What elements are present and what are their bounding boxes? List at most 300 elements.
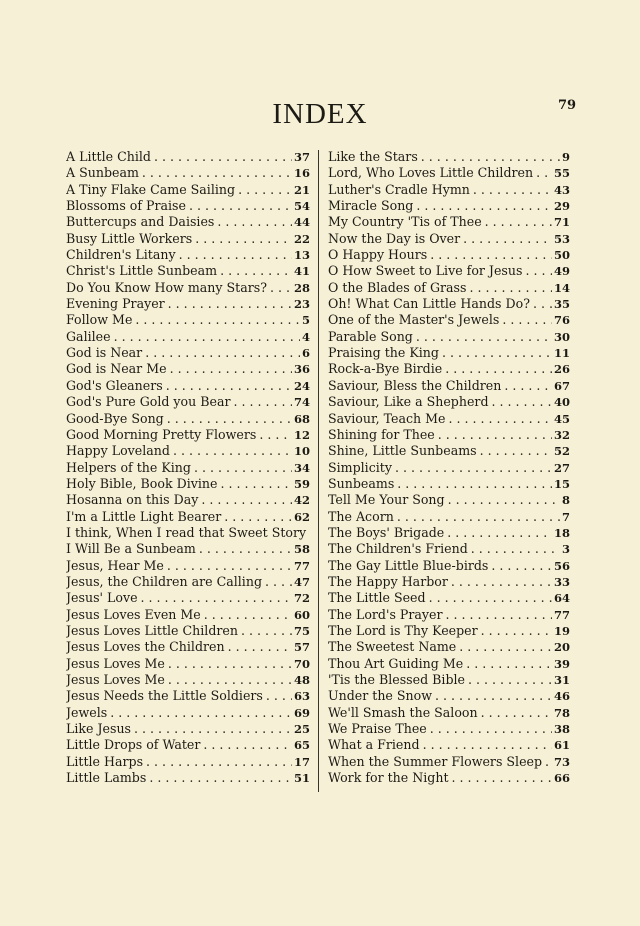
dot-leader (522, 263, 552, 279)
dot-leader (225, 639, 292, 655)
dot-leader (132, 312, 300, 328)
dot-leader (446, 411, 552, 427)
dot-leader (432, 688, 552, 704)
index-entry-title: The Boys' Brigade (328, 524, 445, 540)
index-entry-page: 47 (293, 574, 310, 589)
dot-leader (477, 443, 552, 459)
dot-leader (165, 672, 292, 688)
index-entry (66, 231, 310, 247)
index-entry-page: 21 (293, 182, 310, 197)
dot-leader (488, 558, 552, 574)
index-right-column (328, 149, 570, 786)
index-entry-page: 14 (553, 280, 570, 295)
index-entry-title: Jesus Loves Little Children (66, 622, 238, 638)
dot-leader (482, 214, 552, 230)
index-entry (66, 165, 310, 181)
dot-leader (489, 394, 552, 410)
index-entry (66, 492, 310, 508)
dot-leader (107, 705, 292, 721)
index-entry-title: Buttercups and Daisies (66, 214, 215, 230)
index-entry-page: 31 (553, 673, 570, 687)
dot-leader (456, 639, 552, 655)
dot-leader (221, 509, 292, 525)
index-entry-page: 19 (553, 623, 570, 638)
index-left-column (66, 149, 310, 786)
index-entry-title: Holy Bible, Book Divine (66, 475, 218, 491)
dot-leader (238, 623, 292, 639)
index-entry-title: Simplicity (328, 459, 392, 475)
index-entry-page: 5 (301, 313, 310, 328)
index-entry-title: When the Summer Flowers Sleep (328, 753, 543, 769)
dot-leader (392, 460, 552, 476)
index-entry-title: Saviour, Teach Me (328, 410, 446, 426)
index-entry-page: 45 (553, 411, 570, 426)
index-entry-page: 25 (293, 722, 310, 737)
index-entry-page: 26 (553, 362, 570, 377)
index-entry-title: The Little Seed (328, 590, 426, 606)
index-entry-page: 57 (293, 640, 310, 655)
index-entry (66, 411, 310, 427)
index-entry-page: 70 (293, 656, 310, 671)
index-entry-page: 3 (561, 542, 570, 557)
index-entry-page: 16 (293, 166, 310, 181)
index-entry-title: Jesus, the Children are Calling (66, 573, 263, 589)
index-entry-page: 73 (553, 754, 570, 769)
index-entry-page: 18 (553, 525, 570, 540)
dot-leader (201, 607, 292, 623)
index-entry-page: 50 (553, 248, 570, 263)
index-entry-page: 67 (553, 378, 570, 393)
index-entry-page: 62 (293, 509, 310, 524)
index-entry-title: The Happy Harbor (328, 573, 448, 589)
index-entry-title: Little Harps (66, 753, 144, 769)
index-entry (66, 688, 310, 704)
index-entry-title: I'm a Little Light Bearer (66, 508, 222, 524)
index-entry (328, 345, 570, 361)
dot-leader (460, 231, 552, 247)
index-entry (66, 443, 310, 459)
index-entry-title: Happy Loveland (66, 443, 170, 459)
index-entry-page: 72 (293, 591, 310, 606)
index-entry-page: 34 (293, 460, 310, 475)
index-entry-page: 9 (561, 150, 570, 164)
dot-leader (196, 541, 292, 557)
index-entry-title: Jesus Loves the Children (66, 639, 225, 655)
index-entry (328, 460, 570, 476)
index-entry-page: 49 (553, 264, 570, 279)
index-entry-title: God's Gleaners (66, 377, 163, 393)
index-entry-title: Rock-a-Bye Birdie (328, 361, 443, 377)
index-entry-page: 43 (553, 182, 570, 197)
index-entry (66, 182, 310, 198)
index-entry-title: Helpers of the King (66, 459, 191, 475)
index-entry (66, 754, 310, 770)
index-entry (66, 312, 310, 328)
index-entry-title: God is Near (66, 345, 143, 361)
dot-leader (478, 705, 552, 721)
index-entry-title: Jesus' Love (66, 590, 138, 606)
index-entry (66, 623, 310, 639)
index-entry-page: 44 (293, 215, 310, 230)
dot-leader (427, 247, 552, 263)
dot-leader (230, 394, 292, 410)
index-entry (66, 541, 310, 557)
index-entry-title: Saviour, Bless the Children (328, 377, 502, 393)
index-entry-title: Galilee (66, 328, 111, 344)
dot-leader (200, 737, 292, 753)
index-entry (66, 639, 310, 655)
index-entry (328, 607, 570, 623)
index-entry-title: Follow Me (66, 312, 133, 328)
index-entry-title: God is Near Me (66, 361, 167, 377)
index-entry (66, 574, 310, 590)
index-entry (328, 541, 570, 557)
index-entry-page: 10 (293, 444, 310, 459)
dot-leader (413, 329, 552, 345)
index-entry-page: 42 (293, 493, 310, 508)
index-entry (66, 476, 310, 492)
index-entry-page: 68 (293, 411, 310, 426)
index-entry-page: 53 (553, 231, 570, 246)
dot-leader (418, 149, 560, 165)
dot-leader (470, 182, 552, 198)
dot-leader (449, 770, 552, 786)
index-entry-title: Little Drops of Water (66, 737, 201, 753)
dot-leader (214, 214, 292, 230)
index-entry-title: Lord, Who Loves Little Children (328, 165, 534, 181)
index-entry (66, 672, 310, 688)
index-entry (328, 214, 570, 230)
index-entry (328, 247, 570, 263)
index-entry-page: 37 (293, 150, 310, 164)
dot-leader (427, 721, 552, 737)
dot-leader (191, 460, 292, 476)
index-entry-title: Little Lambs (66, 770, 147, 786)
index-entry-title: Children's Litany (66, 247, 176, 263)
dot-leader (267, 280, 292, 296)
index-entry-page: 13 (293, 248, 310, 263)
index-entry-title: 'Tis the Blessed Bible (328, 672, 465, 687)
index-entry-page: 54 (293, 199, 310, 214)
index-entry-title: Do You Know How many Stars? (66, 279, 267, 295)
index-entry (66, 656, 310, 672)
index-entry-page: 77 (293, 558, 310, 573)
index-entry-page: 69 (293, 705, 310, 720)
index-entry-page: 74 (293, 395, 310, 410)
index-entry-page: 75 (293, 623, 310, 638)
dot-leader (217, 476, 292, 492)
dot-leader (448, 574, 552, 590)
index-entry-title: Luther's Cradle Hymn (328, 181, 470, 197)
index-entry-page: 32 (553, 427, 570, 442)
index-entry-page: 7 (561, 509, 570, 524)
dot-leader (478, 623, 552, 639)
index-entry (66, 247, 310, 263)
index-entry-page: 15 (553, 476, 570, 491)
index-entry-title: Sunbeams (328, 475, 395, 491)
index-entry-title: I Will Be a Sunbeam (66, 541, 196, 557)
index-entry (328, 525, 570, 541)
dot-leader (235, 182, 292, 198)
index-entry (328, 296, 570, 312)
index-entry (328, 509, 570, 525)
index-entry-title: Under the Snow (328, 688, 432, 704)
index-entry-title: Jesus Loves Even Me (66, 606, 201, 622)
index-entry (328, 443, 570, 459)
index-entry-page: 35 (553, 297, 570, 312)
index-entry-title: A Tiny Flake Came Sailing (66, 181, 236, 197)
index-entry-page: 23 (293, 297, 310, 312)
index-entry-page: 55 (553, 166, 570, 181)
dot-leader (164, 558, 292, 574)
index-entry-title: Hosanna on this Day (66, 492, 199, 508)
index-entry (66, 378, 310, 394)
index-entry-title: Jesus Loves Me (66, 672, 165, 687)
index-entry-page: 59 (293, 476, 310, 491)
index-entry-page: 76 (553, 313, 570, 328)
index-entry-title: Shining for Thee (328, 426, 435, 442)
index-entry-page: 33 (553, 574, 570, 589)
dot-leader (426, 590, 552, 606)
dot-leader (445, 492, 560, 508)
index-entry-page: 48 (293, 673, 310, 687)
index-entry (66, 590, 310, 606)
dot-leader (139, 165, 292, 181)
dot-leader (465, 672, 552, 688)
dot-leader (142, 345, 300, 361)
page-title: INDEX (272, 98, 368, 130)
index-entry-page: 8 (561, 493, 570, 508)
dot-leader (435, 427, 552, 443)
index-entry-page: 6 (301, 346, 310, 361)
dot-leader (163, 378, 292, 394)
dot-leader (542, 754, 552, 770)
index-entry-title: Jesus Needs the Little Soldiers (66, 688, 263, 704)
index-entry-page: 24 (293, 378, 310, 393)
dot-leader (164, 411, 292, 427)
index-entry-page: 11 (553, 346, 570, 361)
index-entry-page: 22 (293, 231, 310, 246)
index-entry-title: The Acorn (328, 508, 394, 524)
index-entry-page: 39 (553, 656, 570, 671)
dot-leader (499, 312, 552, 328)
index-entry-page: 58 (293, 542, 310, 557)
index-entry-title: Busy Little Workers (66, 230, 193, 246)
page-number: 79 (558, 98, 577, 113)
index-entry-page: 30 (553, 329, 570, 344)
index-entry-page: 36 (293, 362, 310, 377)
index-entry-page: 27 (553, 460, 570, 475)
index-entry-title: The Gay Little Blue-birds (328, 557, 489, 573)
index-entry (328, 394, 570, 410)
dot-leader (111, 329, 300, 345)
index-entry-page: 46 (553, 689, 570, 704)
dot-leader (467, 280, 552, 296)
index-entry-page: 66 (553, 771, 570, 786)
index-entry (328, 656, 570, 672)
index-entry-title: Tell Me Your Song (328, 492, 445, 508)
dot-leader (198, 492, 292, 508)
index-entry (66, 607, 310, 623)
index-entry-page: 17 (293, 754, 310, 769)
index-entry-page: 64 (553, 591, 570, 606)
index-entry-title: Good-Bye Song (66, 410, 164, 426)
index-entry-page: 65 (293, 738, 310, 753)
index-entry (328, 623, 570, 639)
dot-leader (463, 656, 552, 672)
index-entry (328, 231, 570, 247)
index-entry (66, 525, 310, 541)
index-entry-title: Miracle Song (328, 198, 414, 214)
index-entry-page: 77 (553, 607, 570, 622)
index-entry-title: Evening Prayer (66, 296, 165, 312)
index-entry-title: Good Morning Pretty Flowers (66, 426, 257, 442)
index-entry-title: Work for the Night (328, 770, 449, 786)
index-entry-title: Like Jesus (66, 721, 132, 737)
index-entry-title: We'll Smash the Saloon (328, 704, 478, 720)
dot-leader (442, 361, 552, 377)
index-entry (328, 312, 570, 328)
index-entry (328, 590, 570, 606)
index-entry-page: 20 (553, 640, 570, 655)
dot-leader (186, 198, 292, 214)
dot-leader (167, 361, 292, 377)
index-entry-page: 28 (293, 280, 310, 295)
index-entry (328, 639, 570, 655)
dot-leader (143, 754, 292, 770)
index-entry-title: Jewels (66, 704, 108, 720)
index-entry (328, 705, 570, 721)
dot-leader (444, 525, 552, 541)
dot-leader (131, 721, 292, 737)
index-entry-page: 4 (301, 329, 310, 344)
index-entry (66, 361, 310, 377)
index-entry-title: The Lord's Prayer (328, 606, 443, 622)
index-entry (328, 329, 570, 345)
dot-leader (151, 149, 292, 165)
column-divider (318, 150, 319, 792)
index-entry-title: Now the Day is Over (328, 230, 461, 246)
index-entry (66, 705, 310, 721)
index-entry-title: Oh! What Can Little Hands Do? (328, 296, 530, 312)
index-entry-title: My Country 'Tis of Thee (328, 214, 482, 230)
index-entry (328, 672, 570, 688)
index-entry (66, 198, 310, 214)
dot-leader (413, 198, 552, 214)
index-entry-page: 60 (293, 607, 310, 622)
index-entry (66, 737, 310, 753)
index-entry (328, 280, 570, 296)
index-entry-title: Like the Stars (328, 149, 418, 164)
index-entry-title: What a Friend (328, 737, 420, 753)
index-entry-page: 38 (553, 722, 570, 737)
index-entry-title: O the Blades of Grass (328, 279, 467, 295)
dot-leader (501, 378, 552, 394)
index-entry-title: O Happy Hours (328, 247, 428, 263)
index-entry-title: Saviour, Like a Shepherd (328, 394, 489, 410)
index-entry (66, 345, 310, 361)
index-entry (328, 427, 570, 443)
index-entry-title: I think, When I read that Sweet Story (66, 524, 307, 540)
index-entry (328, 476, 570, 492)
dot-leader (176, 247, 292, 263)
dot-leader (192, 231, 292, 247)
dot-leader (165, 296, 292, 312)
index-entry-title: The Children's Friend (328, 541, 468, 557)
index-entry-title: Shine, Little Sunbeams (328, 443, 477, 459)
index-entry-title: Blossoms of Praise (66, 198, 186, 214)
dot-leader (262, 574, 292, 590)
dot-leader (394, 509, 560, 525)
index-entry (328, 770, 570, 786)
index-entry (328, 492, 570, 508)
index-entry (328, 574, 570, 590)
index-entry (66, 558, 310, 574)
index-entry (66, 394, 310, 410)
dot-leader (439, 345, 552, 361)
index-entry (66, 770, 310, 786)
index-entry-page: 71 (553, 215, 570, 230)
index-entry-title: Parable Song (328, 328, 413, 344)
index-entry-page: 56 (553, 558, 570, 573)
index-entry (328, 411, 570, 427)
index-entry (328, 149, 570, 165)
index-entry (66, 721, 310, 737)
index-entry-page: 78 (553, 705, 570, 720)
dot-leader (533, 165, 552, 181)
index-entry (66, 263, 310, 279)
dot-leader (263, 688, 292, 704)
dot-leader (138, 590, 292, 606)
index-entry (66, 329, 310, 345)
index-entry (328, 378, 570, 394)
index-entry-title: Christ's Little Sunbeam (66, 263, 218, 279)
index-entry-title: Praising the King (328, 345, 439, 361)
index-entry (66, 509, 310, 525)
index-entry-title: We Praise Thee (328, 721, 427, 737)
dot-leader (146, 770, 292, 786)
index-entry-title: A Sunbeam (66, 165, 139, 181)
index-entry-title: O How Sweet to Live for Jesus (328, 263, 523, 279)
index-entry (66, 427, 310, 443)
dot-leader (420, 737, 552, 753)
index-entry-page: 29 (553, 199, 570, 214)
index-entry (66, 149, 310, 165)
index-entry-page: 40 (553, 395, 570, 410)
index-entry-title: Jesus Loves Me (66, 655, 165, 671)
dot-leader (306, 525, 310, 541)
dot-leader (468, 541, 560, 557)
dot-leader (165, 656, 292, 672)
dot-leader (217, 263, 292, 279)
index-entry (328, 165, 570, 181)
index-entry-title: One of the Master's Jewels (328, 312, 500, 328)
index-entry (66, 460, 310, 476)
index-entry (328, 361, 570, 377)
dot-leader (530, 296, 552, 312)
index-entry (328, 688, 570, 704)
index-entry-page: 51 (293, 771, 310, 786)
index-entry-page: 41 (293, 264, 310, 279)
index-entry-title: Thou Art Guiding Me (328, 655, 464, 671)
index-entry-title: Jesus, Hear Me (66, 557, 164, 573)
index-entry (328, 263, 570, 279)
index-entry (328, 754, 570, 770)
index-entry-title: The Sweetest Name (328, 639, 457, 655)
index-entry-page: 61 (553, 738, 570, 753)
dot-leader (394, 476, 552, 492)
index-entry (328, 198, 570, 214)
